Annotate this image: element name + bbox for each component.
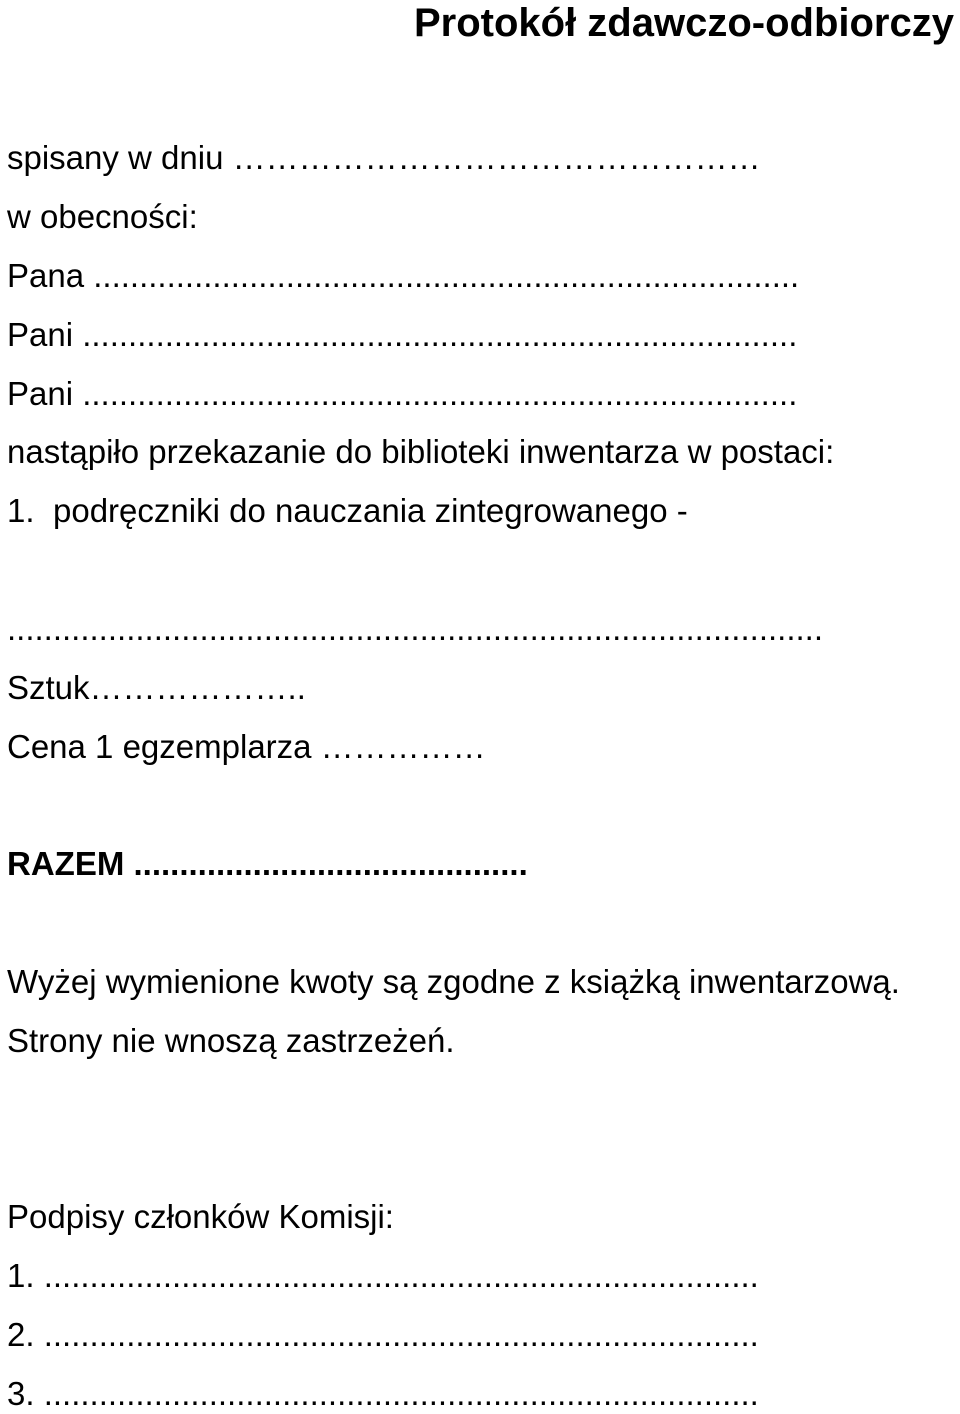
total-line: RAZEM ........................................... [7, 845, 528, 882]
transfer-text: nastąpiło przekazanie do biblioteki inwentarza w postaci: [7, 433, 835, 470]
presence-label: w obecności: [7, 198, 198, 235]
item-line [7, 491, 688, 531]
statement-1: Wyżej wymienione kwoty są zgodne z książką inwentarzową. [7, 963, 900, 1000]
signatures-heading: Podpisy członków Komisji: [7, 1198, 394, 1235]
signature-line-1: 1. .............................................................................. [7, 1257, 759, 1294]
item-description: podręczniki do nauczania zintegrowanego - [53, 492, 688, 529]
person-line-1: Pana ............................................................................. [7, 257, 800, 294]
date-line: spisany w dniu ………………………………………… [7, 139, 761, 176]
signature-line-2: 2. .............................................................................. [7, 1316, 759, 1353]
count-line: Sztuk……………….. [7, 669, 306, 706]
person-line-3: Pani .............................................................................. [7, 375, 798, 412]
statement-2: Strony nie wnoszą zastrzeżeń. [7, 1022, 455, 1059]
price-line: Cena 1 egzemplarza …………… [7, 728, 486, 765]
person-line-2: Pani .............................................................................. [7, 316, 798, 353]
item-fill-line: ......................................................................................... [7, 610, 823, 647]
document-title: Protokół zdawczo-odbiorczy [413, 1, 954, 45]
signature-line-3: 3. .............................................................................. [7, 1375, 759, 1412]
item-number: 1. [7, 492, 35, 529]
